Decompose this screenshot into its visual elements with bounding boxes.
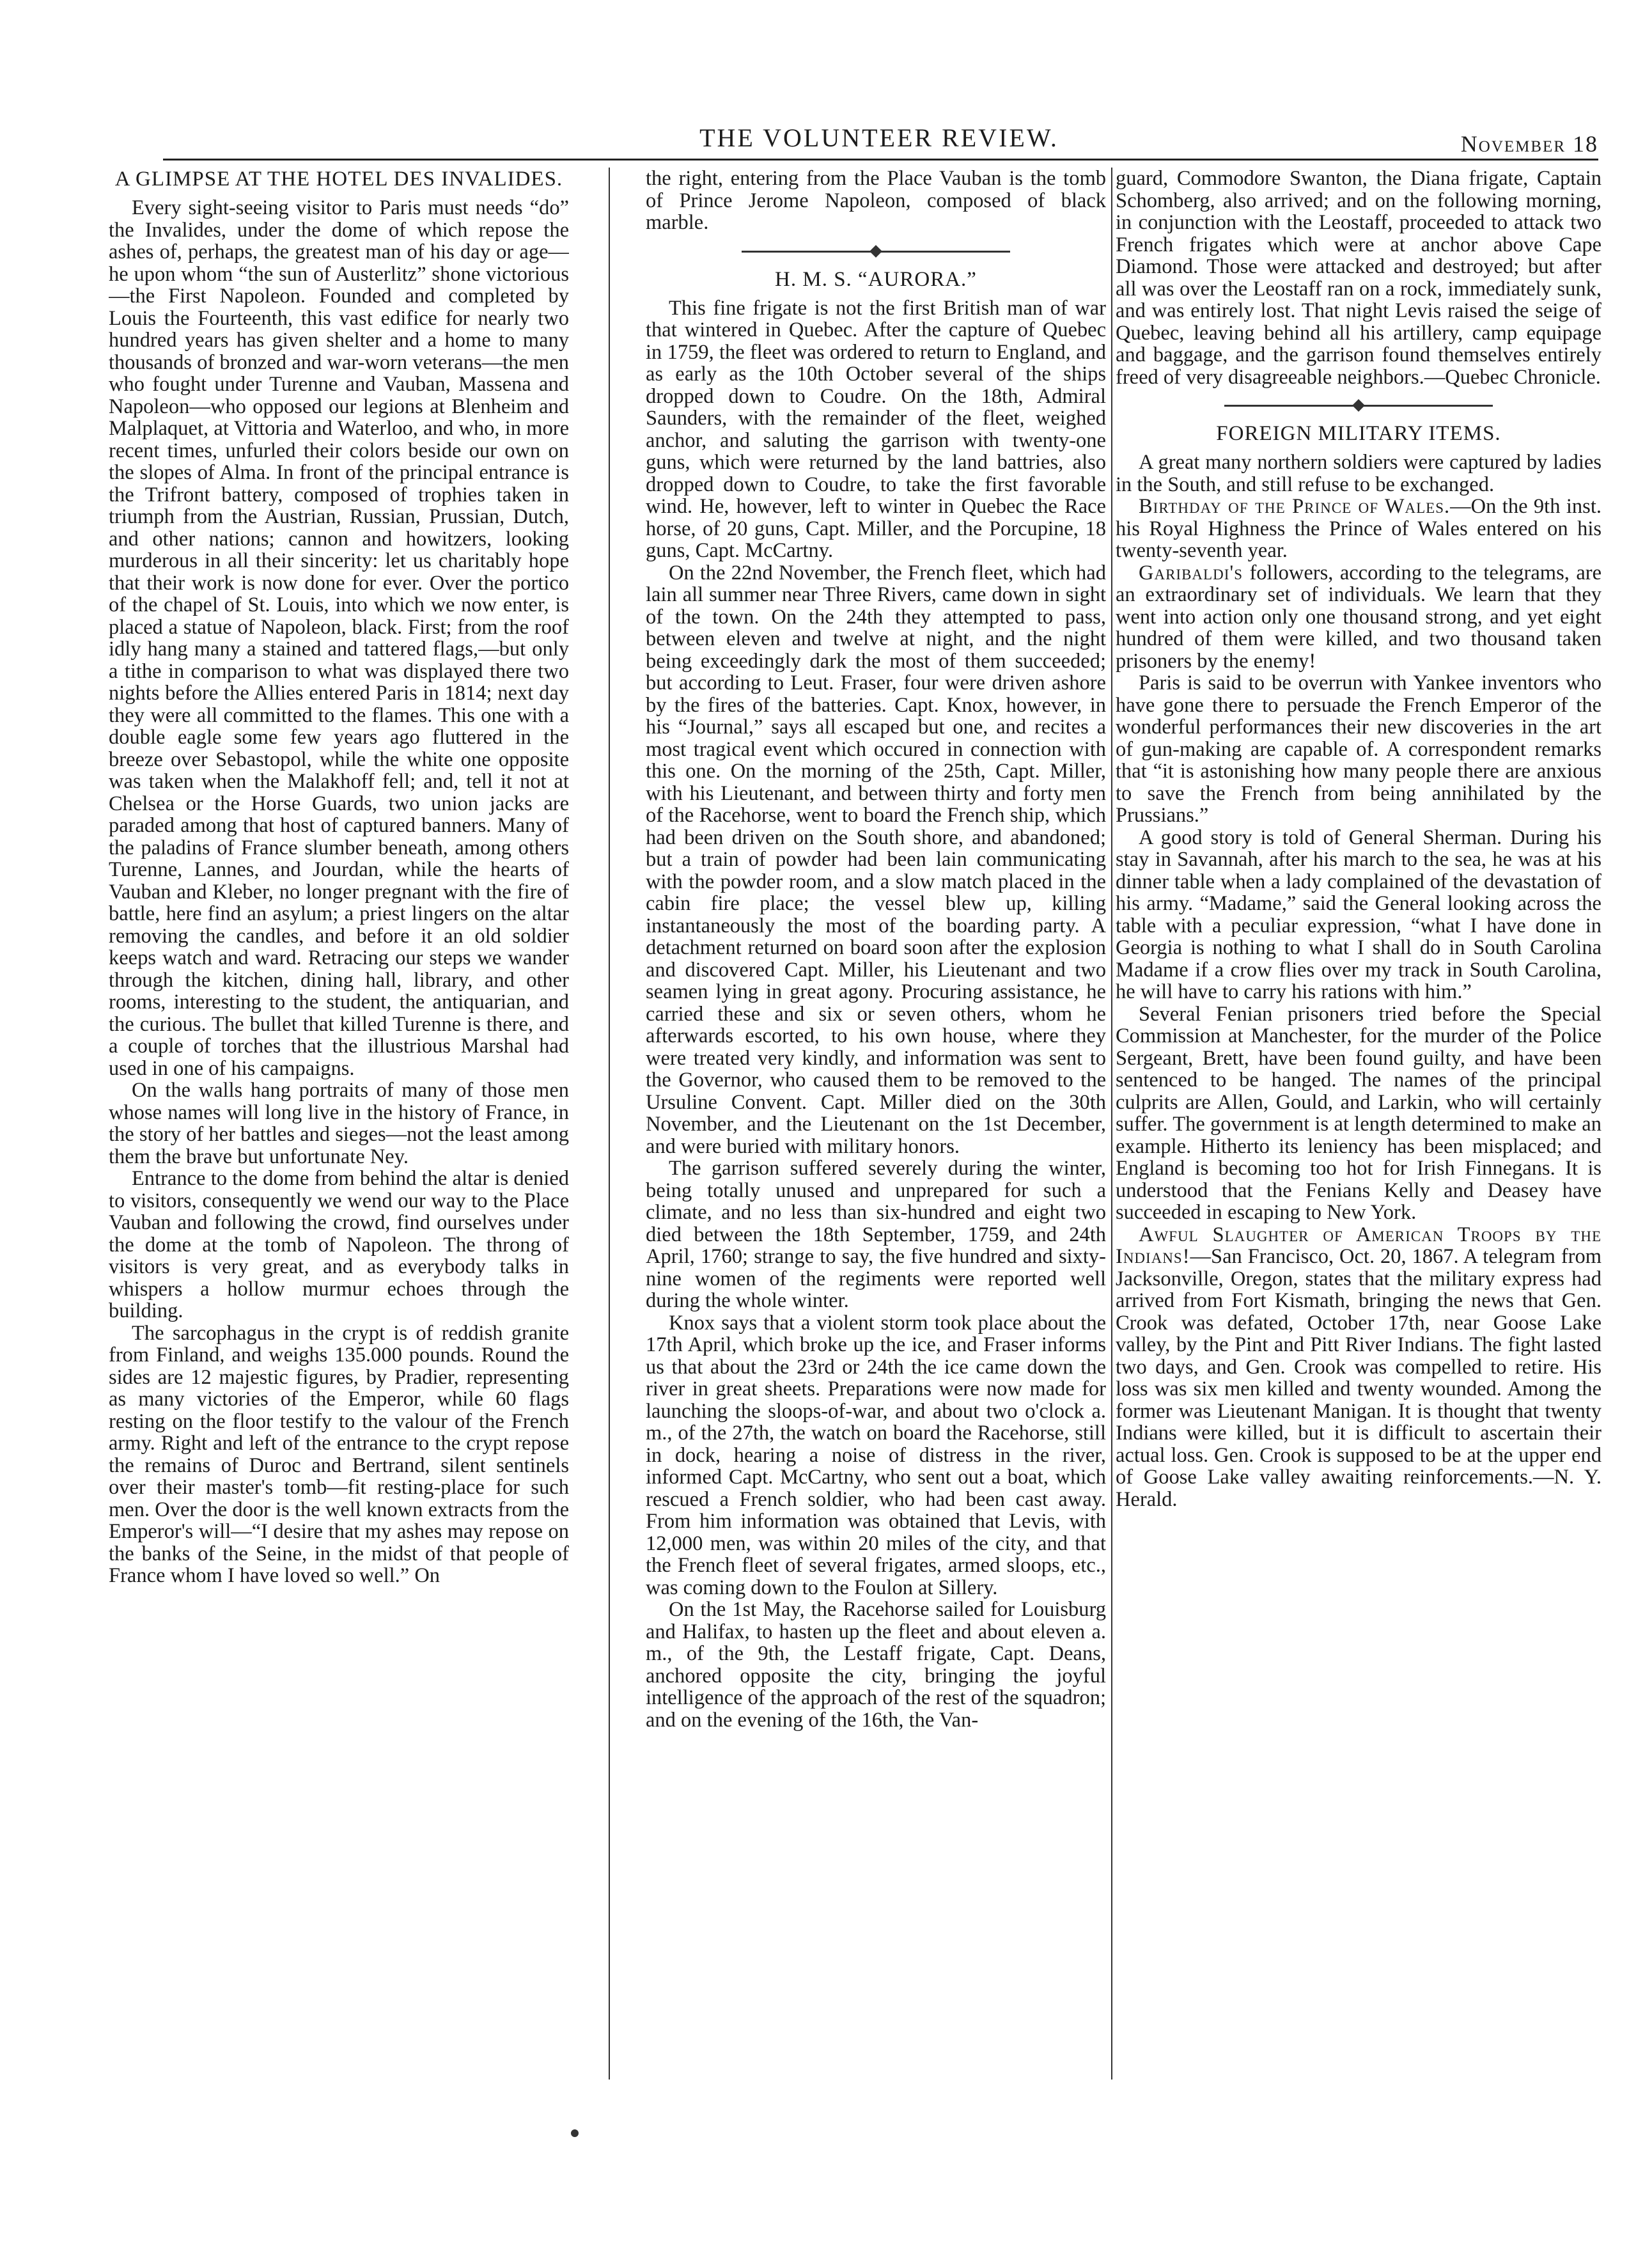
paragraph: guard, Commodore Swanton, the Diana frigate, Captain Schomberg, also arrived; and on the following morning, in conjunction with the Leostaff, proceeded to attack two French frigates which were at anchor above Cape Diamond. Those were attacked and destroyed; but after all was over the Leostaff ran on a rock, immediately sunk, and was entirely lost. That night Levis raised the seige of Quebec, leaving behind all his artillery, camp equipage and baggage, and the garrison found themselves entirely freed of very disagreeable neighbors.—Quebec Chronicle. (1116, 168, 1601, 389)
paragraph: Every sight-seeing visitor to Paris must needs “do” the Invalides, under the dome of which repose the ashes of, perhaps, the greatest man of his day or age—he upon whom “the sun of Austerlitz” shone victorious —the First Napoleon. Founded and completed by Louis the Fourteenth, this vast edifice for nearly two hundred years has given shelter and a home to many thousands of bronzed and war-worn veterans—the men who fought under Turenne and Vauban, Massena and Napoleon—who opposed our legions at Blenheim and Malplaquet, at Vittoria and Waterloo, and who, in more recent times, unfurled their colors beside our own on the slopes of Alma. In front of the principal entrance is the Trifront battery, composed of trophies taken in triumph from the Austrian, Russian, Prussian, Dutch, and other nations; cannon and howitzers, looking murderous in all their sincerity: let us charitably hope that their work is now done for ever. Over the portico of the chapel of St. Louis, into which we now enter, is placed a statue of Napoleon, black. First; from the roof idly hang many a stained and tattered flags,—but only a tithe in comparison to what was displayed there two nights before the Allies entered Paris in 1814; next day they were all committed to the flames. This one with a double eagle some few years ago fluttered in the breeze over Sebastopol, while the white one opposite was taken when the Malakhoff fell; and, tell it not at Chelsea or the Horse Guards, two union jacks are paraded among that host of captured banners. Many of the paladins of France slumber beneath, among others Turenne, Lannes, and Jourdan, while the hearts of Vauban and Kleber, no longer pregnant with the fire of battle, here find an asylum; a priest lingers on the altar removing the candles, and before it an old soldier keeps watch and ward. Retracing our steps we wander through the kitchen, dining hall, library, and other rooms, interesting to the student, the antiquarian, and the curious. The bullet that killed Turenne is there, and a couple of torches that the illustrious Marshal had used in one of his campaigns. (109, 196, 569, 1080)
article-title-aurora: H. M. S. “AURORA.” (775, 267, 977, 291)
column-rule-1 (609, 168, 610, 2080)
paragraph: On the 22nd November, the French fleet, which had lain all summer near Three Rivers, came down in sight of the town. On the 24th they attempted to pass, between eleven and twelve at night, and the night being exceedingly dark the most of them succeeded; but according to Leut. Fraser, four were driven ashore by the fires of the batteries. Capt. Knox, however, in his “Journal,” says all escaped but one, and recites a most tragical event which occured in connection with this one. On the morning of the 25th, Capt. Miller, with his Lieutenant, and between thirty and forty men of the Racehorse, went to board the French ship, which had been driven on the South shore, and abandoned; but a train of powder had been lain communicating with the powder room, and a slow match placed in the cabin fire place; the vessel blew up, killing instantaneously the most of the boarding party. A detachment returned on board soon after the explosion and discovered Capt. Miller, his Lieutenant and two seamen lying in great agony. Procuring assistance, he carried these and six or seven others, whom he afterwards escorted, to his own house, where they were treated very kindly, and information was sent to the Governor, who caused them to be removed to the Ursuline Convent. Capt. Miller died on the 30th November, and the Lieutenant on the 1st December, and were buried with military honors. (646, 561, 1106, 1158)
paragraph: The garrison suffered severely during the winter, being totally unused and unprepared for such a climate, and no less than six-hundred and eight two died between the 18th September, 1759, and 24th April, 1760; strange to say, the five hundred and sixty-nine women of the regiments were reported well during the whole winter. (646, 1157, 1106, 1312)
column-rule-2 (1111, 168, 1112, 2080)
paragraph: the right, entering from the Place Vauban is the tomb of Prince Jerome Napoleon, composed of black marble. (646, 168, 1106, 234)
article-title-foreign-military: FOREIGN MILITARY ITEMS. (1216, 422, 1501, 445)
item-lead: Garibaldi's (1139, 561, 1243, 584)
paragraph: A good story is told of General Sherman. During his stay in Savannah, after his march to the sea, he was at his dinner table when a lady complained of the devastation of his army. “Madame,” said the General looking across the table with a peculiar expression, “what I have done in Georgia is nothing to what I shall do in South Carolina Madame if a crow flies over my track in South Carolina, he will have to carry his rations with him.” (1116, 826, 1601, 1003)
paragraph: Several Fenian prisoners tried before the Special Commission at Manchester, for the murder of the Police Sergeant, Brett, have been found guilty, and have been sentenced to be hanged. The names of the principal culprits are Allen, Gould, and Larkin, who will certainly suffer. The government is at length determined to make an example. Hitherto its leniency has been misplaced; and England is becoming too hot for Irish Finnegans. It is understood that the Fenians Kelly and Deasey have succeeded in escaping to New York. (1116, 1002, 1601, 1224)
item-text: —On the 9th inst. his Royal Highness the Prince of Wales entered on his twenty-seventh year. (1116, 495, 1601, 562)
paragraph: On the 1st May, the Racehorse sailed for Louisburg and Halifax, to hasten up the fleet and about eleven a. m., of the 9th, the Lestaff frigate, Capt. Deans, anchored opposite the city, bringing the joyful intelligence of the approach of the rest of the squadron; and on the evening of the 16th, the Van- (646, 1598, 1106, 1732)
paragraph (1116, 1224, 1601, 1511)
paragraph (1116, 562, 1601, 673)
column-2 (646, 168, 1106, 2121)
column-end-mark (571, 2129, 579, 2137)
paragraph: Knox says that a violent storm took place about the 17th April, which broke up the ice, and Fraser informs us that about the 23rd or 24th the ice came down the river in great sheets. Preparations were now made for launching the sloops-of-war, and about two o'clock a. m., of the 27th, the watch on board the Racehorse, still in dock, hearing a noise of distress in the river, informed Capt. McCartny, who sent out a boat, which rescued a French soldier, who had been cast away. From him information was obtained that Levis, with 12,000 men, was within 20 miles of the city, and that the French fleet of several frigates, armed sloops, etc., was coming down to the Foulon at Sillery. (646, 1311, 1106, 1599)
issue-date: November 18 (1460, 131, 1598, 157)
article-title-invalides: A GLIMPSE AT THE HOTEL DES INVALIDES. (114, 168, 563, 191)
page-header (160, 123, 1598, 168)
paragraph: On the walls hang portraits of many of those men whose names will long live in the history of France, in the story of her battles and sieges—not the least among them the brave but unfortunate Ney. (109, 1079, 569, 1168)
item-lead: Awful Slaughter of American Troops by the Indians! (1116, 1223, 1601, 1268)
section-divider (742, 251, 1010, 253)
paragraph: Paris is said to be overrun with Yankee inventors who have gone there to persuade the French Emperor of the wonderful performances their new discoveries in the art of gun-making are capable of. A correspondent remarks that “it is astonishing how many people there are anxious to save the French from being annihilated by the Prussians.” (1116, 671, 1601, 827)
paragraph: A great many northern soldiers were captured by ladies in the South, and still refuse to be exchanged. (1116, 451, 1601, 496)
item-text: followers, according to the telegrams, are an extraordinary set of individuals. We learn that they went into action only one thousand strong, and yet eight hundred of them were killed, and two thousand taken prisoners by the enemy! (1116, 561, 1601, 673)
paragraph: Entrance to the dome from behind the altar is denied to visitors, consequently we wend our way to the Place Vauban and following the crowd, find ourselves under the dome at the tomb of Napoleon. The throng of visitors is very great, and as everybody talks in whispers a hollow murmur echoes through the building. (109, 1167, 569, 1322)
paragraph: This fine frigate is not the first British man of war that wintered in Quebec. After the capture of Quebec in 1759, the fleet was ordered to return to England, and as early as the 10th October several of the ships dropped down to Coudre. On the 18th, Admiral Saunders, with the remainder of the fleet, weighed anchor, and saluting the garrison with twenty-one guns, which were returned by the land battries, also dropped down to Coudre, to take the first favorable wind. He, however, left to winter in Quebec the Race horse, of 20 guns, Capt. Miller, and the Porcupine, 18 guns, Capt. McCartny. (646, 296, 1106, 562)
section-divider (1224, 405, 1493, 407)
header-rule (163, 159, 1598, 161)
item-lead: Birthday of the Prince of Wales. (1139, 495, 1451, 518)
newspaper-title: THE VOLUNTEER REVIEW. (699, 123, 1059, 152)
column-1 (109, 168, 569, 2121)
paragraph: The sarcophagus in the crypt is of reddish granite from Finland, and weighs 135.000 pounds. Round the sides are 12 majestic figures, by Pradier, representing as many victories of the Emperor, while 60 flags resting on the floor testify to the valour of the French army. Right and left of the entrance to the crypt repose the remains of Duroc and Bertrand, silent sentinels over their master's tomb—fit resting-place for such men. Over the door is the well known extracts from the Emperor's will—“I desire that my ashes may repose on the banks of the Seine, in the midst of that people of France whom I have loved so well.” On (109, 1321, 569, 1587)
paragraph (1116, 496, 1601, 562)
item-text: —San Francisco, Oct. 20, 1867. A telegram from Jacksonville, Oregon, states that the military express had arrived from Fort Kismath, bringing the news that Gen. Crook was defated, October 17th, near Goose Lake valley, by the Pint and Pitt River Indians. The fight lasted two days, and Gen. Crook was compelled to retire. His loss was six men killed and twenty wounded. Among the former was Lieutenant Manigan. It is thought that twenty Indians were killed, but it is difficult to ascertain their actual loss. Gen. Crook is supposed to be at the upper end of Goose Lake valley awaiting reinforcements.—N. Y. Herald. (1116, 1245, 1601, 1511)
column-3 (1116, 168, 1601, 2121)
